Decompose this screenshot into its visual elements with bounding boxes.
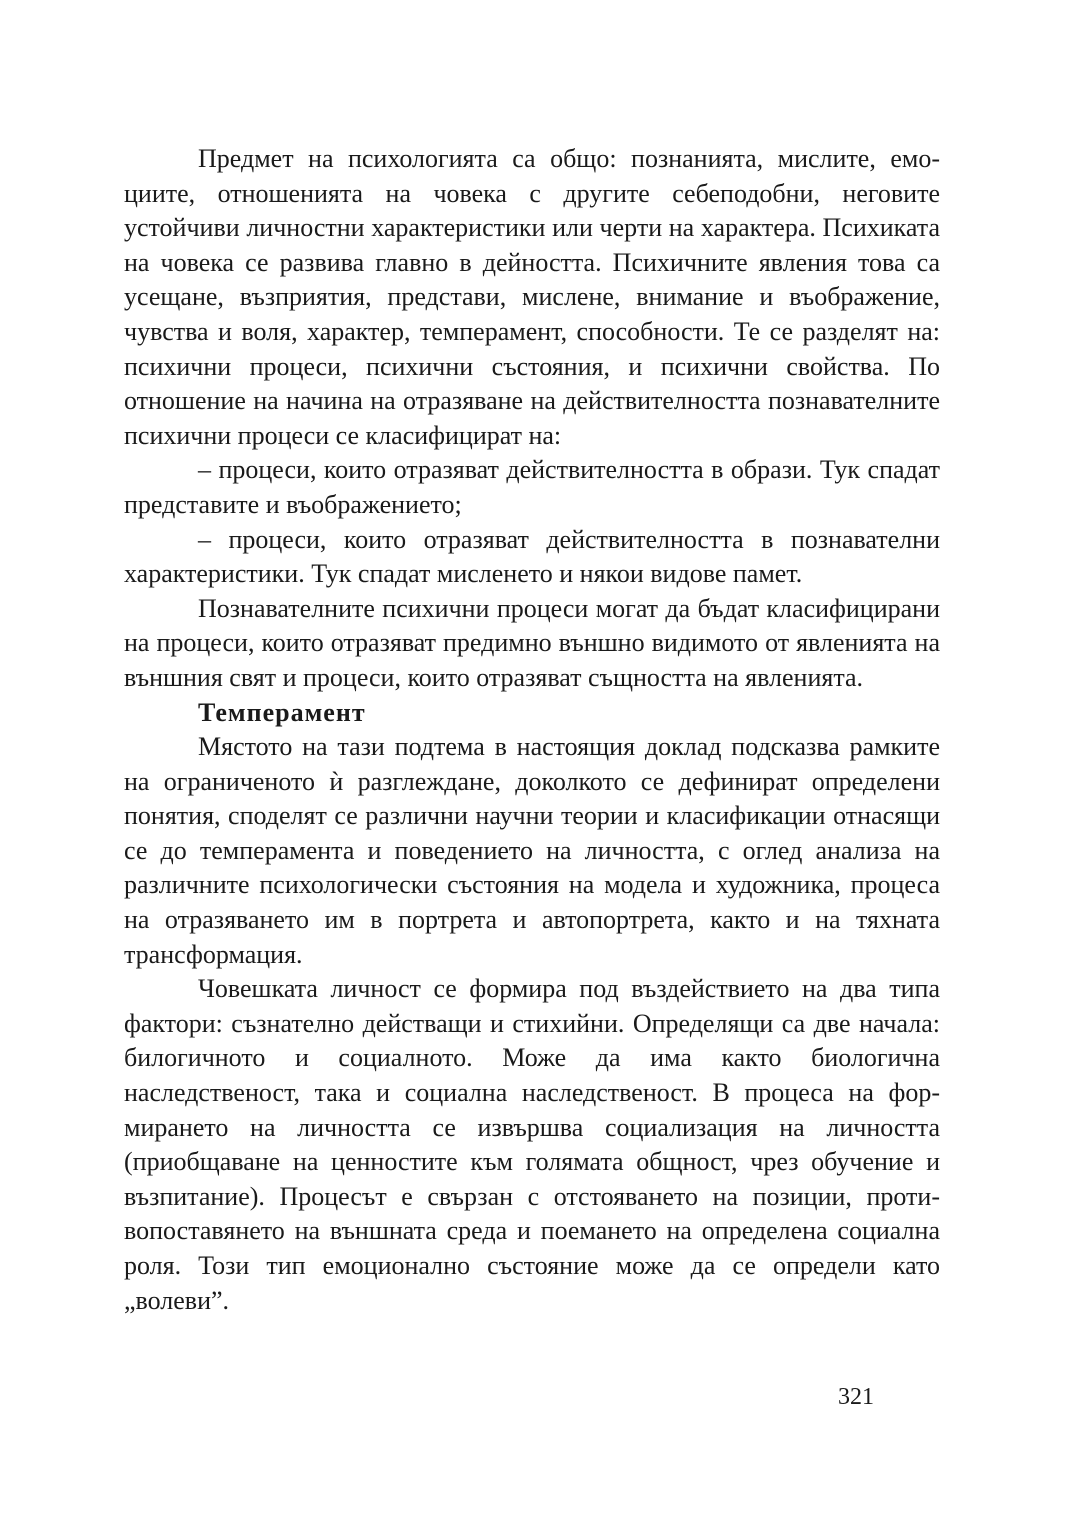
paragraph-personality-formation: Човешката личност се формира под въздействието на два типа фактори: съзнателно действащи и стихийни. Определящи са две начала: билогичното и социалното. Може да има както биологична наследственост, така и социална наследственост. В процеса на формирането на личността се извършва социализация на личността (приобщаване на ценностите към голямата общност, чрез обучение и възпитание). Процесът е свързан с отстояването на позиции, противопоставянето на външната среда и поемането на определена социална роля. Този тип емоционално състояние може да се определи като „волеви”.	[124, 974, 940, 1315]
body-text	[124, 142, 940, 1318]
paragraph-subject-of-psychology: Предмет на психологията са общо: познанията, мислите, емоциите, отношенията на човека с другите себеподобни, неговите устойчиви личностни характеристики или черти на характера. Психиката на човека се развива главно в дейността. Психичните явления това са усещане, възприятия, представи, мислене, внимание и въображение, чувства и воля, характер, темперамент, способности. Те се разделят на: психични процеси, психични състояния, и психични свойства. По отношение на начина на отразяване на действителността познавателните психични процеси се класифицират на:	[124, 144, 940, 450]
paragraph-list-item-images: – процеси, които отразяват действителността в образи. Тук спадат представите и въображението;	[124, 455, 940, 519]
paragraph-cognitive-classification: Познавателните психични процеси могат да бъдат класифицирани на процеси, които отразяват предимно външно видимото от явленията на външния свят и процеси, които отразяват същността на явленията.	[124, 593, 940, 692]
section-heading: Темперамент	[198, 697, 366, 727]
page-number: 321	[838, 1384, 874, 1410]
paragraph-list-item-cognitive: – процеси, които отразяват действителността в познавателни характеристики. Тук спадат мисленето и някои видове памет.	[124, 524, 940, 589]
paragraph-subtopic-scope: Мястото на тази подтема в настоящия доклад подсказва рамките на ограниченото ѝ разглеждане, доколкото се дефинират определени понятия, споделят се различни научни теории и класификации отнасящи се до темперамента и поведението на личността, с оглед анализа на различните психологически състояния на модела и художника, процеса на отразяването им в портрета и автопортрета, както и на тяхната трансформация.	[124, 732, 940, 969]
